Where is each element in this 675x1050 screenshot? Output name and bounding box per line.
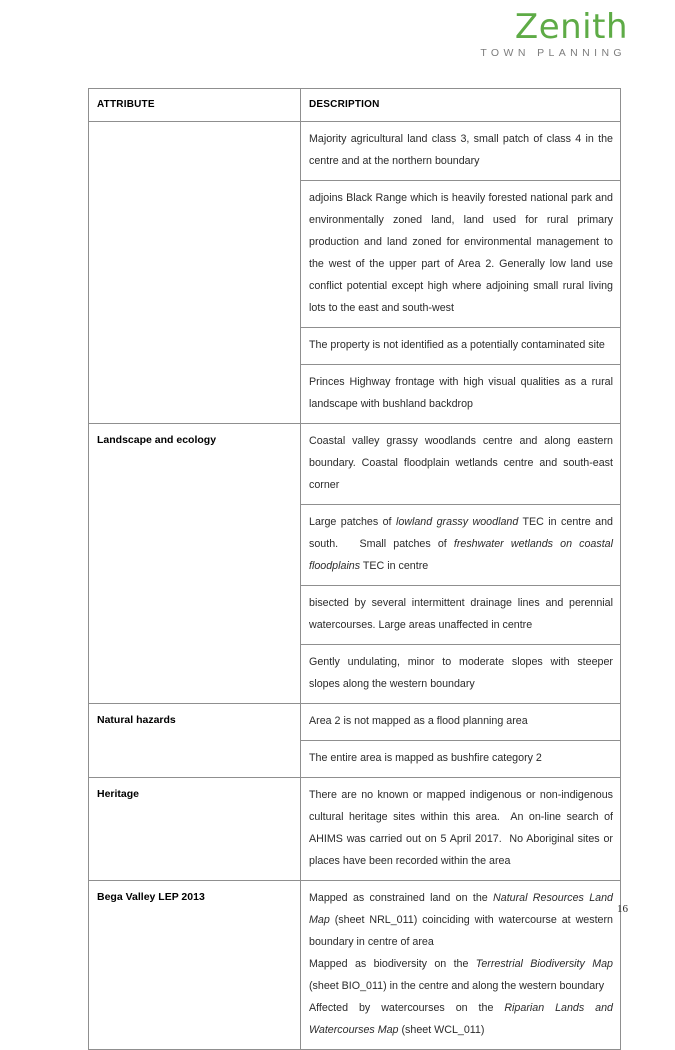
description-subcell: [301, 704, 620, 741]
attribute-label: Landscape and ecology: [97, 434, 217, 446]
description-subrow: [301, 586, 620, 645]
table-header-row: [89, 89, 621, 122]
description-subtable: [301, 778, 620, 880]
header-cell-description: [301, 89, 621, 122]
table-row: [89, 778, 621, 881]
description-text: Large patches of lowland grassy woodland TEC in centre and south. Small patches of freshwater wetlands on coastal floodplains TEC in centre: [309, 516, 613, 572]
description-subrow: [301, 645, 620, 704]
cell-attribute: [89, 122, 301, 424]
description-subcell: [301, 365, 620, 424]
table-row: [89, 122, 621, 424]
description-subtable: [301, 122, 620, 423]
zenith-logo: [428, 7, 628, 60]
description-subrow: [301, 505, 620, 586]
description-subcell: [301, 328, 620, 365]
logo-wordmark: Zenith: [514, 7, 628, 47]
attribute-label: Natural hazards: [97, 714, 176, 726]
description-subrow: [301, 365, 620, 424]
description-subrow: [301, 424, 620, 505]
attribute-label: Heritage: [97, 788, 140, 800]
attribute-label: Bega Valley LEP 2013: [97, 891, 205, 903]
cell-attribute: [89, 704, 301, 778]
description-text: Majority agricultural land class 3, small patch of class 4 in the centre and at the northern boundary: [309, 133, 613, 167]
description-subcell: [301, 586, 620, 645]
description-subrow: [301, 741, 620, 778]
description-text: The entire area is mapped as bushfire category 2: [309, 752, 542, 764]
description-text: Mapped as constrained land on the Natural Resources Land Map (sheet NRL_011) coinciding with watercourse at western boundary in centre of area Mapped as biodiversity on the Terrestrial Biodiversity Map (sheet BIO_011) in the centre and along the western boundary Affected by watercourses on the Riparian Lands and Watercourses Map (sheet WCL_011): [309, 892, 613, 1036]
description-subrow: [301, 328, 620, 365]
description-text: adjoins Black Range which is heavily forested national park and environmentally zoned land, land used for rural primary production and land zoned for environmental management to the west of the upper part of Area 2. Generally low land use conflict potential except high where adjoining small rural living lots to the east and south-west: [309, 192, 613, 314]
table-row: [89, 704, 621, 778]
header-label-description: DESCRIPTION: [309, 99, 380, 110]
description-text: The property is not identified as a potentially contaminated site: [309, 339, 605, 351]
cell-description: [301, 704, 621, 778]
page-number: 16: [617, 903, 628, 915]
description-subcell: [301, 505, 620, 586]
description-subrow: [301, 181, 620, 328]
description-text: There are no known or mapped indigenous or non-indigenous cultural heritage sites within this area. An on-line search of AHIMS was carried out on 5 April 2017. No Aboriginal sites or places have been recorded within the area: [309, 789, 613, 867]
attribute-label: [89, 122, 300, 140]
description-subcell: [301, 122, 620, 181]
description-subcell: [301, 741, 620, 778]
description-subcell: [301, 181, 620, 328]
description-subcell: [301, 778, 620, 880]
header-label-attribute: ATTRIBUTE: [97, 99, 155, 110]
description-subrow: [301, 122, 620, 181]
table-body: [89, 89, 621, 122]
description-subrow: [301, 778, 620, 880]
table-row: [89, 424, 621, 704]
description-subcell: [301, 645, 620, 704]
table-row: [89, 881, 621, 1050]
description-text: Coastal valley grassy woodlands centre and along eastern boundary. Coastal floodplain wetlands centre and south-east corner: [309, 435, 613, 491]
header-cell-attribute: [89, 89, 301, 122]
description-subrow: [301, 881, 620, 1049]
cell-description: [301, 881, 621, 1050]
cell-description: [301, 424, 621, 704]
cell-description: [301, 122, 621, 424]
cell-attribute: [89, 424, 301, 704]
logo-tagline: TOWN PLANNING: [480, 47, 626, 59]
cell-attribute: [89, 778, 301, 881]
table-rows-host: [89, 122, 621, 1050]
description-subtable: [301, 704, 620, 777]
description-text: Area 2 is not mapped as a flood planning area: [309, 715, 528, 727]
description-subcell: [301, 881, 620, 1049]
description-subtable: [301, 881, 620, 1049]
cell-attribute: [89, 881, 301, 1050]
description-text: Princes Highway frontage with high visual qualities as a rural landscape with bushland backdrop: [309, 376, 613, 410]
description-text: Gently undulating, minor to moderate slopes with steeper slopes along the western boundary: [309, 656, 613, 690]
cell-description: [301, 778, 621, 881]
description-subrow: [301, 704, 620, 741]
description-text: bisected by several intermittent drainage lines and perennial watercourses. Large areas unaffected in centre: [309, 597, 613, 631]
description-subcell: [301, 424, 620, 505]
attribute-description-table: [88, 88, 621, 1050]
description-subtable: [301, 424, 620, 703]
